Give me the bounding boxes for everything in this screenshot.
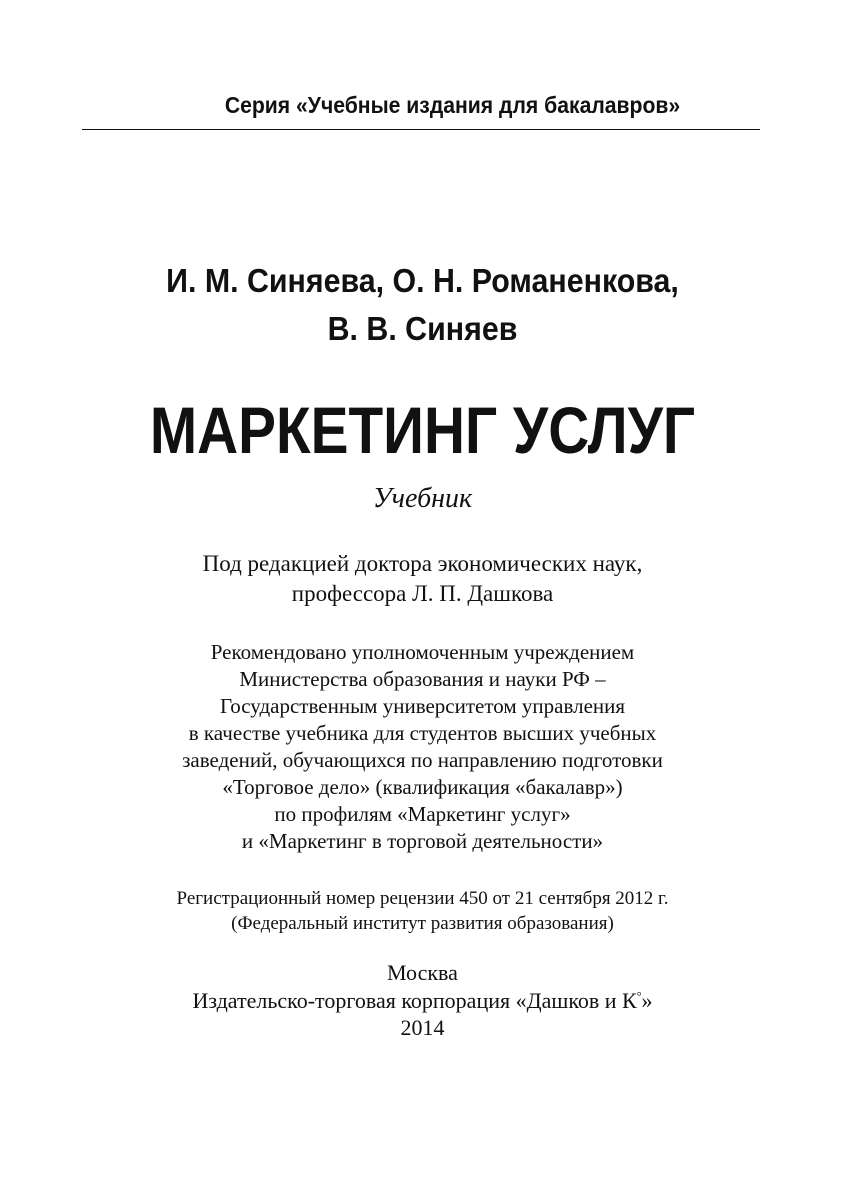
- series-divider: [82, 129, 760, 130]
- imprint-publisher: [0, 988, 845, 1014]
- recommendation-line: Государственным университетом управления: [219, 694, 626, 718]
- recommendation-line: «Торговое дело» (квалификация «бакалавр»): [222, 775, 623, 799]
- editor-line-1: Под редакцией доктора экономических наук,: [202, 551, 643, 576]
- publisher-close-quote: »: [641, 988, 653, 1013]
- recommendation-line: Рекомендовано уполномоченным учреждением: [210, 640, 635, 664]
- registration-line-1: Регистрационный номер рецензии 450 от 21 сентября 2012 г.: [176, 888, 669, 909]
- authors-line-2: В. В. Синяев: [327, 310, 518, 347]
- publisher-name: Издательско-торговая корпорация «Дашков и К: [192, 988, 637, 1013]
- book-title: МАРКЕТИНГ УСЛУГ: [149, 393, 696, 467]
- recommendation-line: по профилям «Маркетинг услуг»: [274, 802, 571, 826]
- series-label: Серия «Учебные издания для бакалавров»: [224, 92, 681, 118]
- registration-line-2: (Федеральный институт развития образования): [231, 913, 614, 934]
- imprint-year: 2014: [400, 1015, 445, 1040]
- book-subtitle: Учебник: [372, 483, 473, 514]
- recommendation-line: Министерства образования и науки РФ –: [239, 667, 606, 691]
- recommendation-line: в качестве учебника для студентов высших учебных: [188, 721, 657, 745]
- authors-line-1: И. М. Синяева, О. Н. Романенкова,: [166, 262, 679, 299]
- imprint-city: Москва: [387, 960, 458, 985]
- publisher-degree-sign: °: [636, 989, 642, 1003]
- recommendation-line: и «Маркетинг в торговой деятельности»: [241, 829, 604, 853]
- recommendation-line: заведений, обучающихся по направлению подготовки: [182, 748, 663, 772]
- editor-line-2: профессора Л. П. Дашкова: [291, 581, 554, 606]
